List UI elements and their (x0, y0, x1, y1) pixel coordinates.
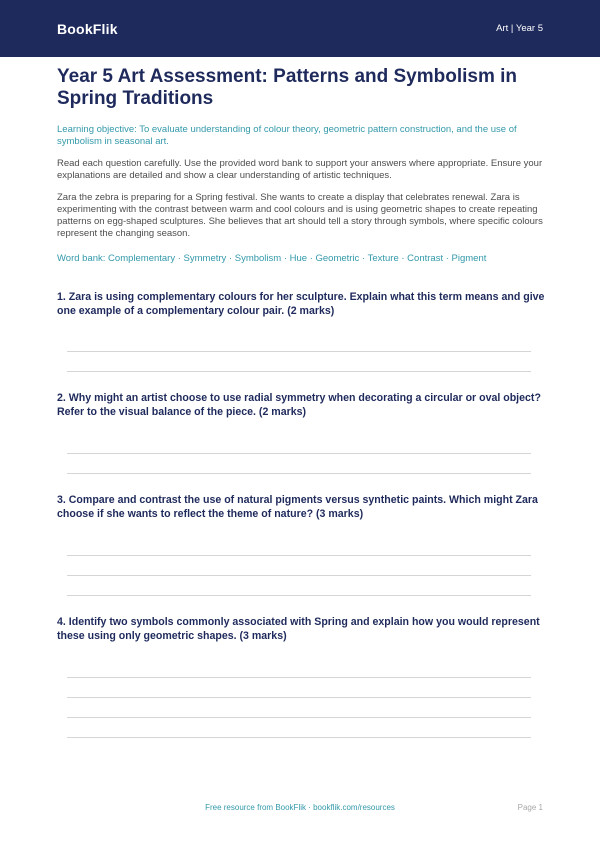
scenario-text: Zara the zebra is preparing for a Spring festival. She wants to create a display that celebrates renewal. Zara is experimenting with the contrast between warm and cool colours and is using geometric shapes to create repeating patterns on egg-shaped sculptures. She believes that art should tell a story through symbols, where specific colours represent the changing season. (57, 192, 543, 239)
question-4: 4. Identify two symbols commonly associated with Spring and explain how you would represent these using only geometric shapes. (3 marks) (57, 616, 540, 642)
subject-year-label: Art | Year 5 (496, 23, 543, 34)
learning-objective: Learning objective: To evaluate understanding of colour theory, geometric pattern construction, and the use of symbolism in seasonal art. (57, 124, 517, 147)
question-3: 3. Compare and contrast the use of natural pigments versus synthetic paints. Which might Zara choose if she wants to reflect the theme of nature? (3 marks) (57, 494, 538, 520)
answer-line[interactable] (67, 555, 531, 556)
footer-resource-link[interactable]: Free resource from BookFlik · bookflik.com/resources (205, 803, 395, 812)
intro-section (57, 66, 545, 265)
answer-line[interactable] (67, 595, 531, 596)
answer-line[interactable] (67, 473, 531, 474)
answer-line[interactable] (67, 453, 531, 454)
answer-line[interactable] (67, 737, 531, 738)
answer-line[interactable] (67, 575, 531, 576)
question-2: 2. Why might an artist choose to use radial symmetry when decorating a circular or oval object? Refer to the visual balance of the piece. (2 marks) (57, 392, 541, 418)
instructions-text: Read each question carefully. Use the provided word bank to support your answers where appropriate. Ensure your explanations are detailed and show a clear understanding of artistic techniques. (57, 158, 543, 181)
answer-line[interactable] (67, 717, 531, 718)
question-1: 1. Zara is using complementary colours for her sculpture. Explain what this term means and give one example of a complementary colour pair. (2 marks) (57, 291, 545, 317)
page-title: Year 5 Art Assessment: Patterns and Symbolism in Spring Traditions (57, 66, 518, 109)
answer-line[interactable] (67, 351, 531, 352)
answer-line[interactable] (67, 677, 531, 678)
page-number: Page 1 (517, 803, 543, 812)
answer-line[interactable] (67, 371, 531, 372)
word-bank: Word bank: Complementary · Symmetry · Symbolism · Hue · Geometric · Texture · Contrast · Pigment (57, 253, 487, 264)
brand-logo[interactable]: BookFlik (57, 20, 118, 37)
answer-line[interactable] (67, 697, 531, 698)
header-bar (0, 0, 600, 57)
